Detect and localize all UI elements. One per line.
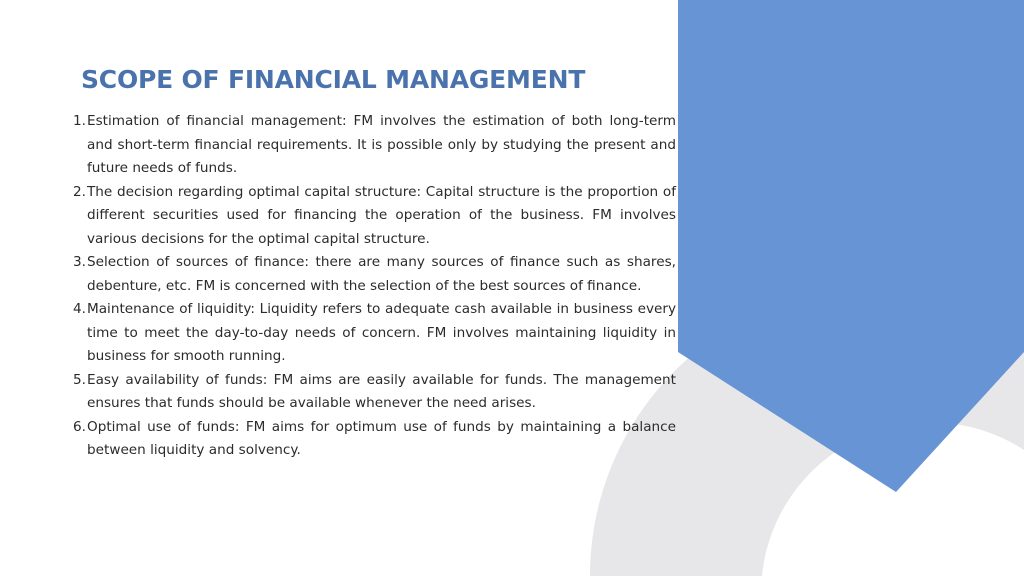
item-text: Selection of sources of finance: there are many sources of finance such as shares, debenture, etc. FM is concerned with the selection of the best sources of finance. bbox=[87, 254, 676, 294]
list-item bbox=[62, 110, 676, 181]
item-number: 3. bbox=[73, 254, 86, 270]
item-text: Estimation of financial management: FM involves the estimation of both long-term and short-term financial requirements. It is possible only by studying the present and future needs of funds. bbox=[87, 113, 676, 176]
list-item bbox=[62, 416, 676, 463]
list-item bbox=[62, 181, 676, 252]
item-text: Maintenance of liquidity: Liquidity refers to adequate cash available in business every time to meet the day-to-day needs of concern. FM involves maintaining liquidity in business for smooth running. bbox=[87, 301, 676, 364]
list-item bbox=[62, 251, 676, 298]
list-item bbox=[62, 369, 676, 416]
item-number: 4. bbox=[73, 301, 86, 317]
item-text: Easy availability of funds: FM aims are easily available for funds. The management ensures that funds should be available whenever the need arises. bbox=[87, 371, 676, 411]
item-text: The decision regarding optimal capital structure: Capital structure is the proportion of different securities used for financing the operation of the business. FM involves various decisions for the optimal capital structure. bbox=[87, 183, 676, 247]
item-text: Optimal use of funds: FM aims for optimum use of funds by maintaining a balance between liquidity and solvency. bbox=[87, 418, 676, 458]
item-number: 1. bbox=[73, 113, 86, 129]
page-title: SCOPE OF FINANCIAL MANAGEMENT bbox=[81, 65, 586, 94]
item-number: 2. bbox=[73, 183, 86, 200]
list-item bbox=[62, 298, 676, 369]
scope-list bbox=[62, 110, 676, 463]
item-number: 5. bbox=[73, 371, 86, 388]
item-number: 6. bbox=[73, 418, 86, 435]
